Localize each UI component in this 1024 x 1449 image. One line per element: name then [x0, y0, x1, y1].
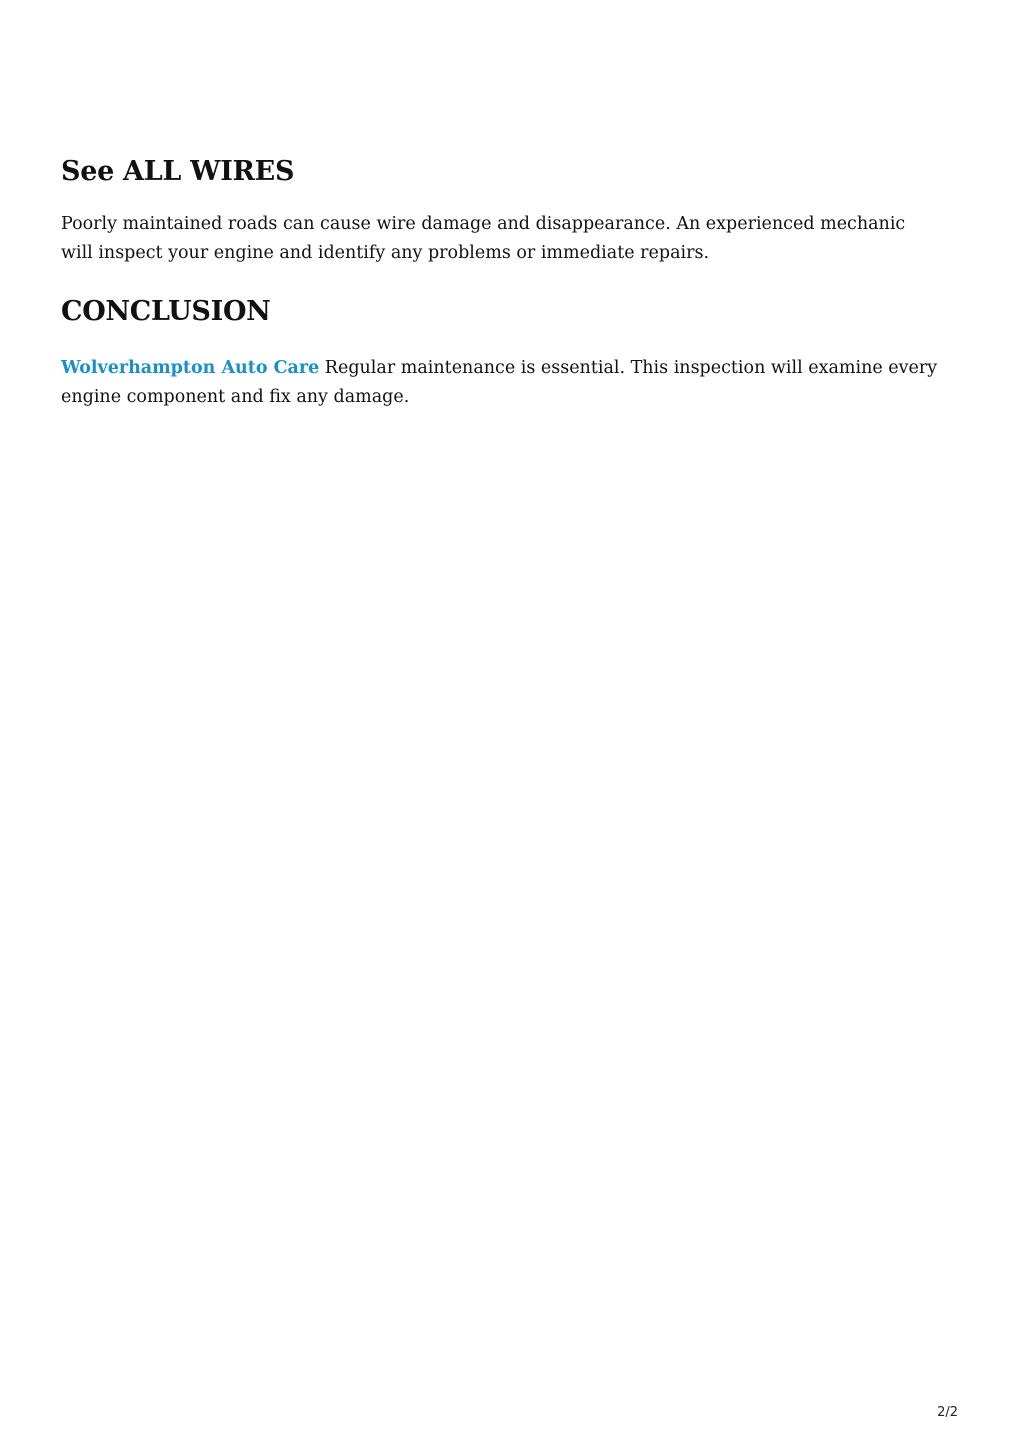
- conclusion-text: Regular maintenance is essential. This inspection will examine every engine component and fix any damage.: [61, 358, 938, 407]
- document-content: [61, 150, 941, 412]
- page-number: 2/2: [937, 1405, 958, 1420]
- wolverhampton-auto-care-link[interactable]: Wolverhampton Auto Care: [61, 358, 320, 378]
- section-heading-conclusion: CONCLUSION: [61, 296, 271, 327]
- section-body-wires: Poorly maintained roads can cause wire damage and disappearance. An experienced mechanic will inspect your engine and identify any problems or immediate repairs.: [61, 214, 906, 263]
- section-body-conclusion: [61, 354, 941, 412]
- section-heading-wires: See ALL WIRES: [61, 156, 295, 187]
